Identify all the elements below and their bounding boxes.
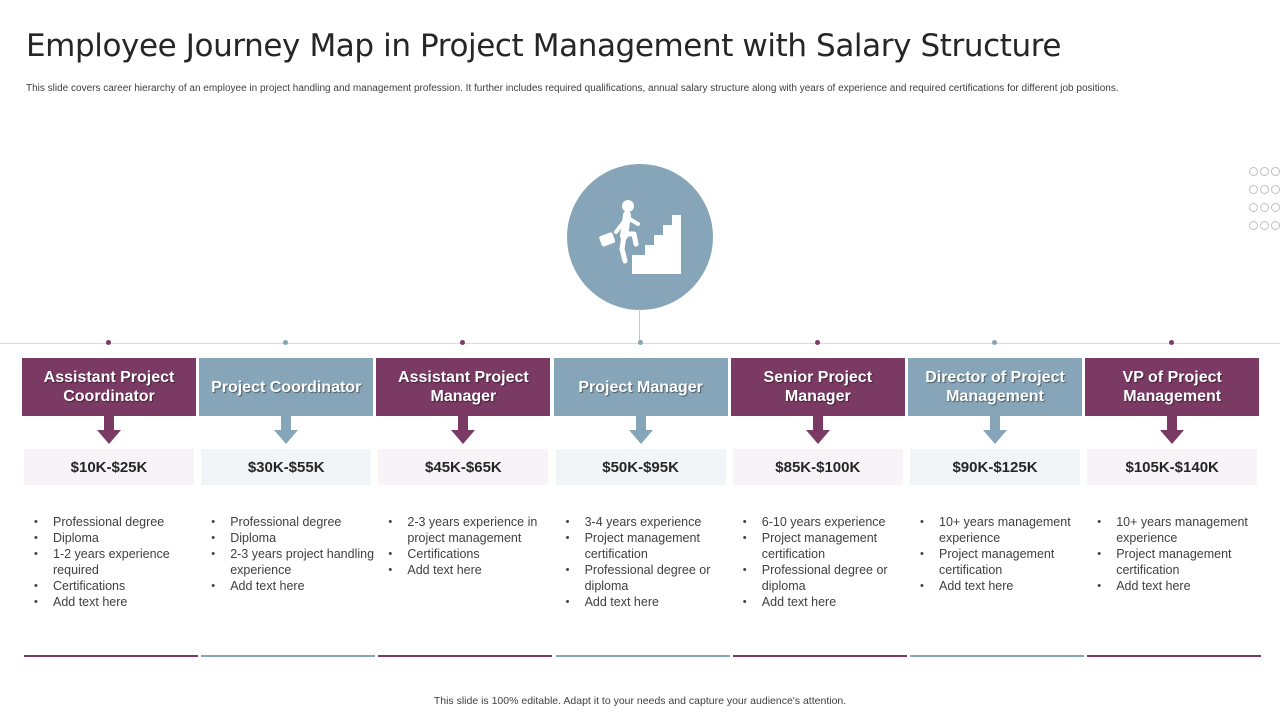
salary-range: $50K-$95K [556, 449, 726, 485]
footer-note: This slide is 100% editable. Adapt it to your needs and capture your audience's attention. [433, 695, 847, 707]
requirement-item: • Add text here [762, 594, 922, 610]
arrow-down-icon [629, 416, 653, 444]
stage-title: Assistant Project Manager [376, 358, 550, 416]
stage-title: Assistant Project Coordinator [22, 358, 196, 416]
career-stage [22, 340, 199, 660]
timeline-pin [1169, 340, 1174, 345]
person-climbing-stairs-icon [567, 164, 713, 310]
requirement-item: • 2-3 years experience in project management [407, 514, 567, 546]
requirement-item: • Add text here [585, 594, 745, 610]
requirements-list [32, 514, 213, 610]
timeline-pin [460, 340, 465, 345]
requirement-item: • Project management certification [585, 530, 745, 562]
timeline-pin [283, 340, 288, 345]
career-stage [554, 340, 731, 660]
requirements-list [1095, 514, 1276, 594]
stage-title: VP of Project Management [1085, 358, 1259, 416]
stage-bottom-line [733, 655, 907, 657]
decorative-dots [1249, 167, 1280, 239]
stage-bottom-line [24, 655, 198, 657]
stage-bottom-line [1087, 655, 1261, 657]
requirement-item: • Professional degree or diploma [762, 562, 922, 594]
career-stage [908, 340, 1085, 660]
stage-title: Director of Project Management [908, 358, 1082, 416]
career-stage [376, 340, 553, 660]
career-stage [731, 340, 908, 660]
arrow-down-icon [97, 416, 121, 444]
requirement-item: • Certifications [53, 578, 213, 594]
stage-title: Project Coordinator [199, 358, 373, 416]
arrow-down-icon [806, 416, 830, 444]
timeline-pin [106, 340, 111, 345]
career-stage [1085, 340, 1262, 660]
salary-range: $105K-$140K [1087, 449, 1257, 485]
salary-range: $10K-$25K [24, 449, 194, 485]
requirement-item: • Add text here [230, 578, 390, 594]
arrow-down-icon [1160, 416, 1184, 444]
requirement-item: • 6-10 years experience [762, 514, 922, 530]
requirement-item: • Project management certification [1116, 546, 1276, 578]
stage-title: Project Manager [554, 358, 728, 416]
requirement-item: • Diploma [230, 530, 390, 546]
requirement-item: • 10+ years management experience [1116, 514, 1276, 546]
arrow-down-icon [451, 416, 475, 444]
requirement-item: • 1-2 years experience required [53, 546, 213, 578]
requirement-item: • Professional degree [53, 514, 213, 530]
requirement-item: • Add text here [407, 562, 567, 578]
requirement-item: • 2-3 years project handling experience [230, 546, 390, 578]
requirements-list [564, 514, 745, 610]
requirements-list [386, 514, 567, 578]
stage-bottom-line [910, 655, 1084, 657]
timeline-pin [815, 340, 820, 345]
requirement-item: • Add text here [53, 594, 213, 610]
requirement-item: • Project management certification [762, 530, 922, 562]
requirement-item: • Project management certification [939, 546, 1099, 578]
arrow-down-icon [983, 416, 1007, 444]
requirement-item: • Professional degree [230, 514, 390, 530]
salary-range: $90K-$125K [910, 449, 1080, 485]
stage-title: Senior Project Manager [731, 358, 905, 416]
slide-subtitle: This slide covers career hierarchy of an employee in project handling and management profession. It further includes required qualifications, annual salary structure along with years of experience and required certifications for different job positions. [26, 83, 1119, 94]
requirement-item: • Add text here [1116, 578, 1276, 594]
stage-bottom-line [201, 655, 375, 657]
requirement-item: • 3-4 years experience [585, 514, 745, 530]
hero-circle [567, 164, 713, 310]
requirement-item: • Certifications [407, 546, 567, 562]
requirement-item: • Add text here [939, 578, 1099, 594]
slide-title: Employee Journey Map in Project Management with Salary Structure [26, 28, 1062, 64]
requirements-list [741, 514, 922, 610]
career-stage [199, 340, 376, 660]
stage-bottom-line [556, 655, 730, 657]
salary-range: $85K-$100K [733, 449, 903, 485]
hero-connector [639, 309, 640, 344]
salary-range: $45K-$65K [378, 449, 548, 485]
requirement-item: • Diploma [53, 530, 213, 546]
timeline-pin [638, 340, 643, 345]
timeline-pin [992, 340, 997, 345]
stage-bottom-line [378, 655, 552, 657]
salary-range: $30K-$55K [201, 449, 371, 485]
requirement-item: • 10+ years management experience [939, 514, 1099, 546]
arrow-down-icon [274, 416, 298, 444]
requirements-list [209, 514, 390, 594]
requirement-item: • Professional degree or diploma [585, 562, 745, 594]
requirements-list [918, 514, 1099, 594]
